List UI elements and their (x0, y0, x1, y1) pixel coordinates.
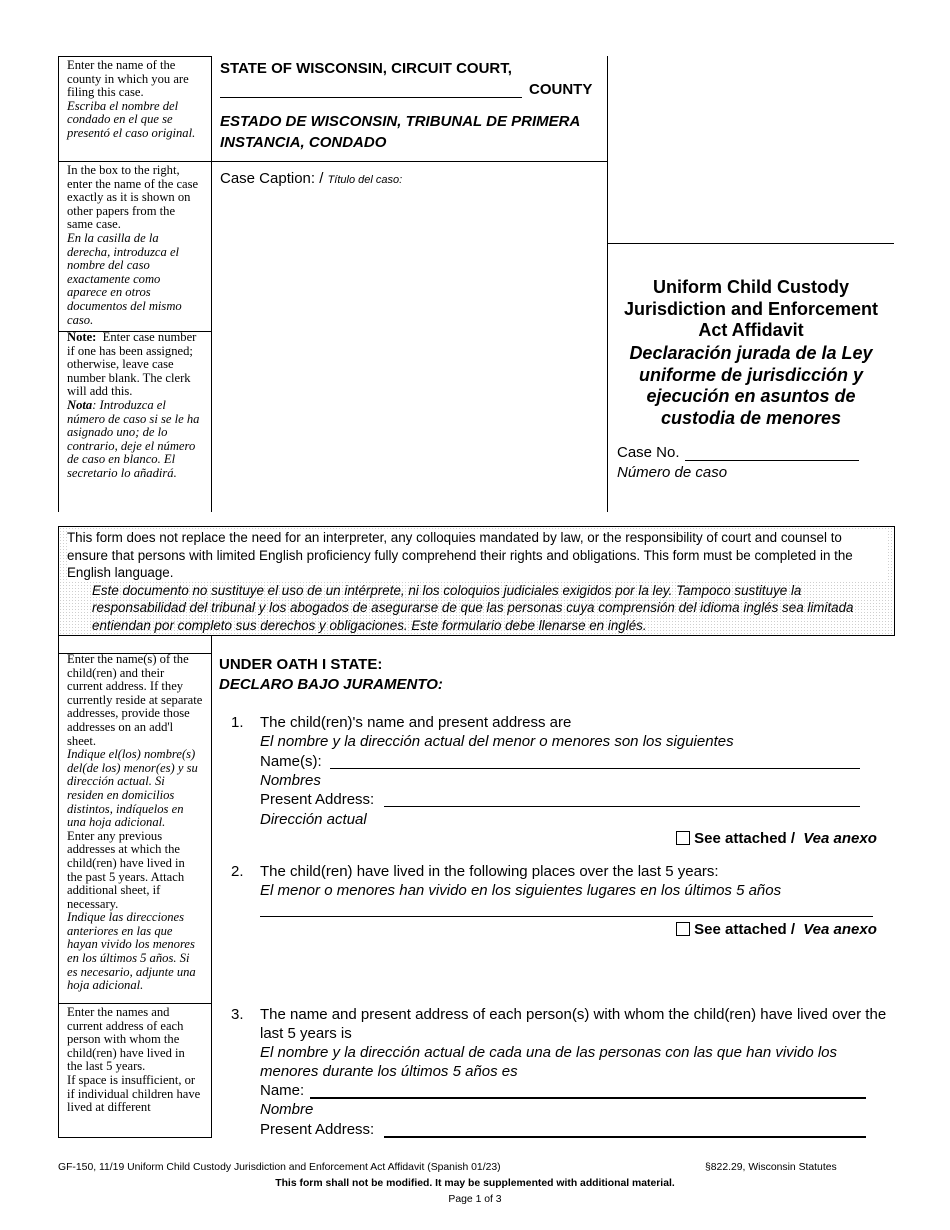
see-attached-checkbox-2[interactable] (676, 922, 690, 936)
item-3-text-es: El nombre y la dirección actual de cada una de las personas con las que han vivido los menores durante los últimos 5 años es (260, 1044, 838, 1080)
name-label-3: Name: (260, 1082, 305, 1099)
form-title-en: Uniform Child Custody Jurisdiction and Enforcement Act Affidavit (623, 277, 879, 340)
see-attached-2 (676, 920, 877, 939)
item-1-text-es: El nombre y la dirección actual del menor o menores son los siguientes (260, 733, 734, 750)
notice-es: Este documento no sustituye el uso de un intérprete, ni los coloquios judiciales exigidos por la ley. Tampoco sustituye la responsabilidad del tribunal y los abogados de asegurarse de que las personas cuya comprensión del idioma inglés sea limitada entiendan por completo sus derechos y obligaciones. Este formulario debe llenarse en inglés. (92, 582, 854, 633)
see-attached-1 (676, 829, 877, 848)
children-instructions-en: Enter the name(s) of the child(ren) and their current address. If they currently reside at separate addresses, provide those addresses on an add'l sheet. (67, 653, 203, 748)
persons-instructions-en-2: If space is insufficient, or if individual children have lived at different (67, 1072, 201, 1115)
case-number-line[interactable] (685, 443, 859, 461)
court-header (211, 56, 608, 162)
case-caption-area[interactable] (211, 162, 608, 512)
name-label-es-3: Nombre (260, 1101, 314, 1118)
sidebar-county-instructions (58, 56, 212, 162)
item-2-number: 2. (231, 863, 244, 880)
sidebar-note-instructions (58, 331, 212, 512)
sidebar-persons-instructions (58, 1003, 212, 1138)
present-address-label: Present Address: (260, 791, 375, 808)
item-1-number: 1. (231, 714, 244, 731)
county-label: COUNTY (529, 81, 593, 98)
present-address-input-line[interactable] (384, 790, 860, 807)
case-number-label: Case No. (617, 444, 680, 461)
persons-instructions-en: Enter the names and current address of each person with whom the child(ren) have lived in the last 5 years. (67, 1005, 185, 1074)
see-attached-checkbox-1[interactable] (676, 831, 690, 845)
names-input-line[interactable] (330, 752, 860, 769)
item-2-text-es: El menor o menores han vivido en los siguientes lugares en los últimos 5 años (260, 882, 782, 899)
court-title-en: STATE OF WISCONSIN, CIRCUIT COURT, (220, 60, 512, 77)
language-notice (58, 526, 895, 636)
item-3-text-en: The name and present address of each person(s) with whom the child(ren) have lived over the last 5 years is (260, 1006, 887, 1042)
previous-instructions-en: Enter any previous addresses at which the child(ren) have lived in the past 5 years. Attach additional sheet, if necessary. (67, 828, 185, 911)
case-number-label-es: Número de caso (617, 464, 728, 481)
names-label-es: Nombres (260, 772, 321, 789)
present-address-label-3: Present Address: (260, 1121, 375, 1138)
case-caption-label (220, 170, 402, 187)
children-instructions-es: Indique el(los) nombre(s) del(de los) menor(es) y su dirección actual. Si residen en domicilios distintos, indíquelos en una hoja adicional. (67, 747, 198, 830)
item-1-text-en: The child(ren)'s name and present address are (260, 714, 572, 731)
vea-anexo-label-2: Vea anexo (803, 921, 877, 938)
footer-warning: This form shall not be modified. It may be supplemented with additional material. (275, 1178, 675, 1189)
see-attached-label-2: See attached / (694, 921, 796, 938)
oath-en: UNDER OATH I STATE: (219, 656, 383, 673)
county-instructions-es: Escriba el nombre del condado en el que se presentó el caso original. (67, 98, 196, 140)
present-address-input-line-3[interactable] (384, 1120, 866, 1138)
caption-label-en: Case Caption: / (220, 170, 324, 187)
previous-places-input-line[interactable] (260, 900, 873, 917)
oath-es: DECLARO BAJO JURAMENTO: (219, 676, 443, 693)
notice-en: This form does not replace the need for an interpreter, any colloquies mandated by law, or the responsibility of court and counsel to ensure that persons with limited English proficiency fully comprehend their rights and obligations. This form must be completed in the English language. (67, 529, 886, 582)
note-instructions-es (67, 399, 203, 481)
county-name-line[interactable] (220, 78, 522, 98)
note-text-es: : Introduzca el número de caso si se le ha asignado uno; de lo contrario, deje el número de caso en blanco. El secretario lo añadirá. (67, 397, 200, 480)
court-title-es: ESTADO DE WISCONSIN, TRIBUNAL DE PRIMERA INSTANCIA, CONDADO (220, 113, 580, 151)
case-number-row (617, 444, 680, 461)
sidebar-caption-instructions (58, 161, 212, 332)
sidebar-children-instructions (58, 653, 212, 1004)
court-use-box (608, 243, 894, 244)
footer-form-id: GF-150, 11/19 Uniform Child Custody Jurisdiction and Enforcement Act Affidavit (Spanish 01/23) (58, 1162, 501, 1173)
note-instructions-en (67, 331, 203, 399)
present-address-label-es: Dirección actual (260, 811, 367, 828)
caption-label-es: Título del caso: (327, 174, 403, 186)
note-text-en: Enter case number if one has been assigned; otherwise, leave case number blank. The clerk will add this. (67, 330, 197, 399)
sidebar-bottom-border (58, 636, 212, 654)
item-2-text-en: The child(ren) have lived in the following places over the last 5 years: (260, 863, 719, 880)
form-title-es: Declaración jurada de la Ley uniforme de jurisdicción y ejecución en asuntos de custodia de menores (629, 343, 873, 428)
county-instructions-en: Enter the name of the county in which you are filing this case. (67, 58, 189, 100)
caption-instructions-es: En la casilla de la derecha, introduzca el nombre del caso exactamente como aparece en otros documentos del mismo caso. (67, 230, 182, 327)
nota-label: Nota (67, 397, 93, 412)
names-label: Name(s): (260, 753, 322, 770)
footer-page-number: Page 1 of 3 (448, 1194, 502, 1205)
name-input-line-3[interactable] (310, 1081, 866, 1099)
previous-instructions-es: Indique las direcciones anteriores en las que hayan vivido los menores en los últimos 5 años. Si es necesario, adjunte una hoja adicional. (67, 910, 196, 993)
vea-anexo-label-1: Vea anexo (803, 830, 877, 847)
footer-statute: §822.29, Wisconsin Statutes (705, 1162, 837, 1173)
see-attached-label-1: See attached / (694, 830, 796, 847)
caption-instructions-en: In the box to the right, enter the name of the case exactly as it is shown on other papers from the same case. (67, 163, 199, 232)
sidebar-top (58, 56, 211, 512)
note-label: Note: (67, 330, 97, 344)
item-3-number: 3. (231, 1006, 244, 1023)
